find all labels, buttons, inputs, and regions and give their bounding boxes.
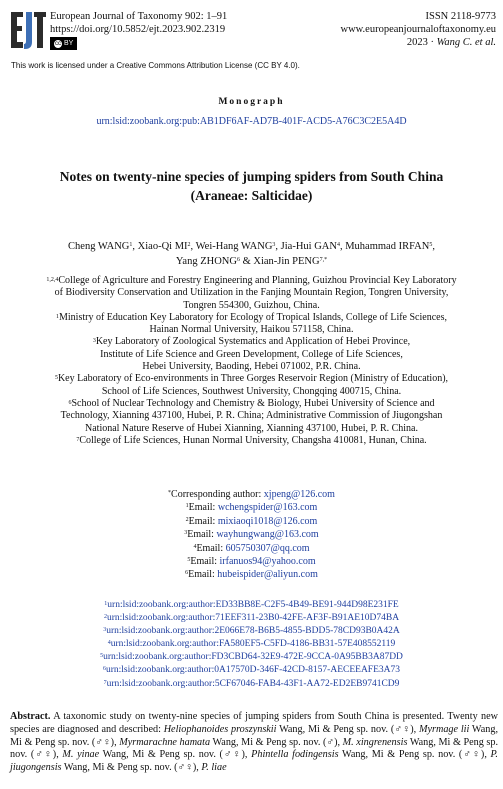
affiliation-line xyxy=(10,386,493,398)
author xyxy=(138,241,191,252)
lsid-sup: 7 xyxy=(103,679,107,686)
ejt-logo-icon xyxy=(9,8,47,52)
author-name: Jia-Hui GAN xyxy=(280,241,337,252)
affiliation-sup: 5 xyxy=(54,375,58,382)
author-lsid-list xyxy=(0,599,503,691)
affiliation-text: School of Nuclear Technology and Chemistry & Biology, Hubei University of Science and xyxy=(71,397,435,409)
affiliation-list xyxy=(10,275,493,447)
author-affil-sup: 7,* xyxy=(319,257,328,263)
email-link[interactable]: wchengspider@163.com xyxy=(217,502,318,514)
author xyxy=(196,241,276,252)
affiliation-line xyxy=(10,349,493,361)
email-link[interactable]: mixiaoqi1018@126.com xyxy=(217,515,318,527)
cc-icon: cc xyxy=(55,41,61,47)
year-citation: 2023 · Wang C. et al. xyxy=(406,37,496,48)
author-name: Cheng WANG xyxy=(68,241,130,252)
author-lsid-link[interactable]: urn:lsid:zoobank.org:author:FD3CBD64-32E9-472E-9CCA-0A95BB3A87DD xyxy=(103,652,403,663)
affiliation-line xyxy=(10,336,493,348)
header-left xyxy=(50,10,227,50)
species-name: Myrmarachne hamata xyxy=(119,736,211,748)
title-line-2: (Araneae: Salticidae) xyxy=(190,188,313,203)
affiliation-sup: 1 xyxy=(56,313,60,320)
affiliation-sup: 6 xyxy=(68,399,72,406)
email-link[interactable]: xjpeng@126.com xyxy=(263,489,335,500)
species-name: Myrmage lii xyxy=(419,723,470,735)
abstract-text: Wang, Mi & Peng sp. nov. (♂♀), xyxy=(61,762,202,774)
affiliation-line xyxy=(10,287,493,299)
affiliation-sup: 1,2,4 xyxy=(46,277,59,283)
cc-by-badge[interactable] xyxy=(50,37,77,50)
abstract-text: Wang, Mi & Peng sp. nov. (♂♀), xyxy=(99,749,252,761)
header-right xyxy=(340,10,496,49)
abstract-text: Wang, Mi & Peng sp. nov. (♂♀), xyxy=(10,723,498,748)
cc-badge-label: BY xyxy=(64,40,74,47)
email-list xyxy=(0,488,503,582)
abstract-label: Abstract. xyxy=(10,711,51,722)
author-lsid-line xyxy=(0,599,503,612)
affiliation-text: National Nature Reserve of Hubei Xianning, Xianning 437100, Hubei, P. R. China. xyxy=(85,422,418,434)
author xyxy=(281,241,340,252)
journal-website[interactable]: www.europeanjournaloftaxonomy.eu xyxy=(340,24,496,35)
affiliation-line xyxy=(10,435,493,447)
affiliation-line xyxy=(10,423,493,435)
email-sup: 1 xyxy=(185,503,189,510)
journal-header xyxy=(0,0,503,60)
affiliation-text: Ministry of Education Key Laboratory for Ecology of Tropical Islands, College of Life Sciences, xyxy=(59,311,447,323)
affiliation-line xyxy=(10,275,493,287)
email-line xyxy=(0,555,503,568)
author-lsid-link[interactable]: urn:lsid:zoobank.org:author:FA580EF5-C5FD-4186-BB31-57E408552119 xyxy=(110,639,396,650)
affiliation-text: Key Laboratory of Zoological Systematics and Application of Hebei Province, xyxy=(95,336,411,348)
section-label: Monograph xyxy=(218,97,285,107)
issn: ISSN 2118-9773 xyxy=(425,11,496,22)
email-link[interactable]: 605750307@qq.com xyxy=(225,542,310,554)
paper-title xyxy=(20,167,483,205)
affiliation-text: School of Life Sciences, Southwest University, Chongqing 400715, China. xyxy=(101,385,402,397)
lsid-sup: 3 xyxy=(103,627,107,634)
author-name: Muhammad IRFAN xyxy=(345,241,430,252)
author-lsid-line xyxy=(0,664,503,677)
email-label: Email: xyxy=(190,556,220,568)
email-sup: 2 xyxy=(185,516,189,523)
author-lsid-link[interactable]: urn:lsid:zoobank.org:author:ED33BB8E-C2F5-4B49-BE91-944D98E231FE xyxy=(107,600,399,610)
lsid-sup: 5 xyxy=(100,653,104,660)
species-name: M. yinae xyxy=(62,749,100,761)
author-affil-sup: 6 xyxy=(236,257,240,263)
abstract-text: Wang, Mi & Peng sp. nov. (♂♀), xyxy=(276,723,419,735)
lsid-sup: 6 xyxy=(102,666,106,673)
doi-link[interactable]: https://doi.org/10.5852/ejt.2023.902.2319 xyxy=(50,24,226,35)
license-note: This work is licensed under a Creative Commons Attribution License (CC BY 4.0). xyxy=(11,61,300,70)
affiliation-line xyxy=(10,361,493,373)
email-label: Email: xyxy=(188,515,218,527)
affiliation-text: College of Agriculture and Forestry Engineering and Planning, Guizhou Provincial Key Laboratory xyxy=(58,275,457,286)
species-name: Phintella fodingensis xyxy=(251,749,339,761)
author-affil-sup: 5 xyxy=(429,242,433,248)
email-sup: * xyxy=(168,490,172,496)
author-name: Xian-Jin PENG xyxy=(253,256,320,267)
affiliation-text: of Biodiversity Conservation and Utilization in the Fanjing Mountain Region, Tongren University, xyxy=(54,287,449,299)
author-lsid-link[interactable]: urn:lsid:zoobank.org:author:2E066E78-B6B5-4855-BDD5-78CD93B0A42A xyxy=(106,626,400,637)
affiliation-text: College of Life Sciences, Hunan Normal University, Changsha 410081, Hunan, China. xyxy=(79,434,427,446)
author xyxy=(253,256,327,267)
species-name: M. xingrenensis xyxy=(342,736,408,748)
lsid-sup: 4 xyxy=(107,640,111,647)
affiliation-text: Tongren 554300, Guizhou, China. xyxy=(183,299,320,311)
email-line xyxy=(0,501,503,514)
affiliation-line xyxy=(10,373,493,385)
lsid-sup: 1 xyxy=(104,601,108,607)
affiliation-line xyxy=(10,324,493,336)
affiliation-line xyxy=(10,300,493,312)
author-affil-sup: 2 xyxy=(187,242,191,248)
abstract-text: Wang, Mi & Peng sp. nov. (♂♀), xyxy=(10,736,499,761)
email-label: Email: xyxy=(188,502,218,514)
author-list: Cheng WANG$^1$, Xiao-Qi $MI^2$, Wei-Hang WANG$^3$, Jia-Hui GAN$^4$, Muhammad IRFAN$^5$, Yang ZHONG$^6$ & Xian-Jin $PENG^{7,*}$ xyxy=(68,241,435,267)
author-affil-sup: 1 xyxy=(129,242,133,248)
affiliation-text: Institute of Life Science and Green Development, College of Life Sciences, xyxy=(100,348,403,360)
author-name: Wei-Hang WANG xyxy=(195,241,273,252)
citation: Wang C. et al. xyxy=(436,37,496,48)
email-sup: 4 xyxy=(193,543,197,550)
author-lsid-link[interactable]: urn:lsid:zoobank.org:author:5CF67046-FAB4-43F1-AA72-ED2EB9741CD9 xyxy=(106,678,400,689)
species-name: P. liae xyxy=(201,762,227,774)
email-sup: 5 xyxy=(187,557,191,564)
abstract-text: Wang, Mi & Peng sp. nov. (♂♀), xyxy=(338,749,491,761)
abstract xyxy=(10,711,498,775)
affiliation-sup: 7 xyxy=(76,436,80,443)
species-name: Heliophanoides proszynskii xyxy=(163,723,277,735)
year: 2023 xyxy=(406,37,428,48)
email-label: Email: xyxy=(188,569,218,581)
title-line-1: Notes on twenty-nine species of jumping spiders from South China xyxy=(59,169,444,184)
affiliation-text: Key Laboratory of Eco-environments in Three Gorges Reservoir Region (Ministry of Education), xyxy=(57,373,449,385)
affiliation-text: Hainan Normal University, Haikou 571158, China. xyxy=(149,324,354,336)
author xyxy=(176,256,240,267)
email-label: Email: xyxy=(196,542,226,554)
affiliation-text: Hebei University, Baoding, Hebei 071002, P.R. China. xyxy=(142,361,361,373)
journal-issue: European Journal of Taxonomy 902: 1–91 xyxy=(50,11,228,22)
email-sup: 6 xyxy=(185,570,189,577)
email-label: Corresponding author: xyxy=(171,489,264,500)
author-lsid-link[interactable]: urn:lsid:zoobank.org:author:71EEF311-23B0-42FE-AF3F-B91AE10D74BA xyxy=(106,613,400,624)
author-affil-sup: 4 xyxy=(336,242,340,248)
email-sup: 3 xyxy=(184,530,188,537)
abstract-text: Wang, Mi & Peng sp. nov. (♂), xyxy=(210,736,343,748)
email-link[interactable]: wayhungwang@163.com xyxy=(216,529,319,541)
email-line xyxy=(0,488,503,501)
author xyxy=(68,241,132,252)
email-line xyxy=(0,528,503,541)
email-link[interactable]: irfanuos94@yahoo.com xyxy=(219,556,316,568)
email-label: Email: xyxy=(187,529,217,541)
author-lsid-line xyxy=(0,638,503,651)
email-line xyxy=(0,568,503,581)
species-name: P. jiugongensis xyxy=(10,749,498,774)
affiliation-text: Technology, Xianning 437100, Hubei, P. R. China; Administrative Commission of Jiugongshan xyxy=(60,410,443,422)
author-lsid-line xyxy=(0,651,503,664)
author-name: Yang ZHONG xyxy=(175,256,237,267)
publication-lsid-link[interactable]: urn:lsid:zoobank.org:pub:AB1DF6AF-AD7B-401F-ACD5-A76C3C2E5A4D xyxy=(96,116,407,127)
author-lsid-line xyxy=(0,612,503,625)
lsid-sup: 2 xyxy=(103,614,107,621)
abstract-text: A taxonomic study on twenty-nine species of jumping spiders from South China is presented. Twenty new species are diagnosed and described: xyxy=(10,711,498,735)
email-line xyxy=(0,515,503,528)
author-name: Xiao-Qi MI xyxy=(137,241,188,252)
author-affil-sup: 3 xyxy=(272,242,276,248)
author xyxy=(345,241,432,252)
author-lsid-link[interactable]: urn:lsid:zoobank.org:author:0A17570D-346F-42CD-8157-AECEEAFE3A73 xyxy=(105,665,401,676)
affiliation-line xyxy=(10,410,493,422)
affiliation-line xyxy=(10,312,493,324)
email-line xyxy=(0,542,503,555)
author-lsid-line xyxy=(0,678,503,691)
affiliation-line xyxy=(10,398,493,410)
email-link[interactable]: hubeispider@aliyun.com xyxy=(217,569,318,581)
author-lsid-line xyxy=(0,625,503,638)
affiliation-sup: 3 xyxy=(92,338,96,345)
